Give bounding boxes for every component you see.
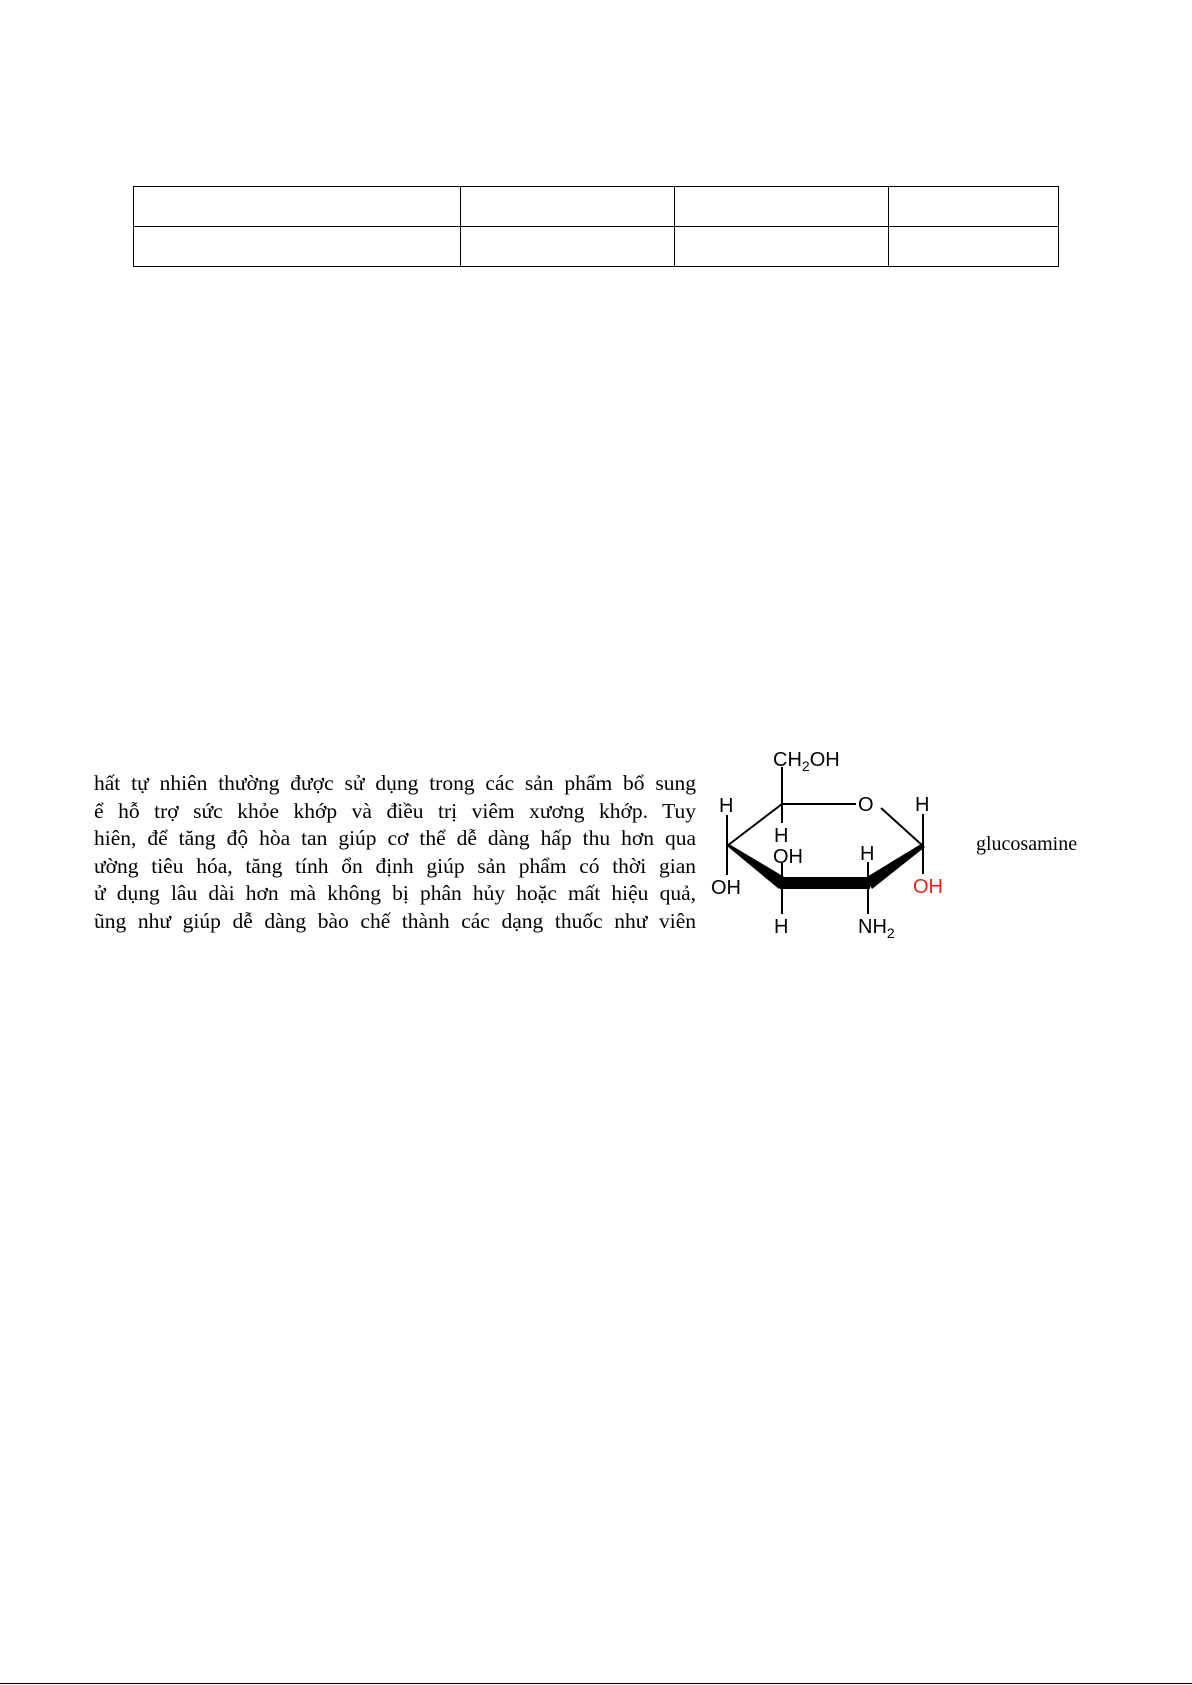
ring-front-bonds	[727, 844, 925, 889]
table-row	[134, 227, 1059, 267]
atom-labels	[711, 750, 943, 941]
paragraph-line: ường tiêu hóa, tăng tính ổn định giúp sản phẩm có thời gian	[94, 853, 696, 878]
table-cell	[134, 187, 461, 227]
paragraph-line: ũng như giúp dễ dàng bào chế thành các dạng thuốc như viên	[94, 908, 696, 933]
ring-bonds	[727, 767, 923, 914]
h-label: H	[719, 795, 734, 817]
bold-bond-c3-c2	[780, 877, 870, 889]
ring-oxygen-label: O	[858, 794, 874, 816]
paragraph-line: hiên, để tăng độ hòa tan giúp cơ thể dễ dàng hấp thu hơn qua	[94, 826, 696, 851]
h-label: H	[860, 843, 875, 865]
structure-caption: glucosamine	[976, 833, 1078, 855]
table-row	[134, 187, 1059, 227]
oh-label: OH	[711, 877, 741, 899]
h-label: H	[774, 825, 789, 847]
table-cell	[461, 187, 675, 227]
h-label: H	[915, 794, 930, 816]
ch2oh-label: $CH_2OH$	[773, 750, 840, 774]
glucosamine-structure	[710, 750, 950, 950]
table-cell	[134, 227, 461, 267]
paragraph-line: ử dụng lâu dài hơn mà không bị phân hủy hoặc mất hiệu quả,	[94, 881, 696, 906]
table-cell	[675, 187, 889, 227]
empty-table	[133, 186, 1059, 267]
h-label: H	[774, 916, 789, 938]
table-cell	[675, 227, 889, 267]
body-paragraph	[94, 770, 696, 936]
paragraph-line: ể hỗ trợ sức khỏe khớp và điều trị viêm xương khớp. Tuy	[94, 798, 696, 823]
paragraph-line: hất tự nhiên thường được sử dụng trong các sản phẩm bổ sung	[94, 771, 696, 795]
table-cell	[461, 227, 675, 267]
nh2-label: $NH_2$	[858, 916, 895, 941]
oh-label: OH	[773, 846, 803, 868]
table-cell	[889, 227, 1059, 267]
table-cell	[889, 187, 1059, 227]
footer-rule	[0, 1683, 1192, 1684]
anomeric-oh-label: OH	[913, 876, 943, 898]
